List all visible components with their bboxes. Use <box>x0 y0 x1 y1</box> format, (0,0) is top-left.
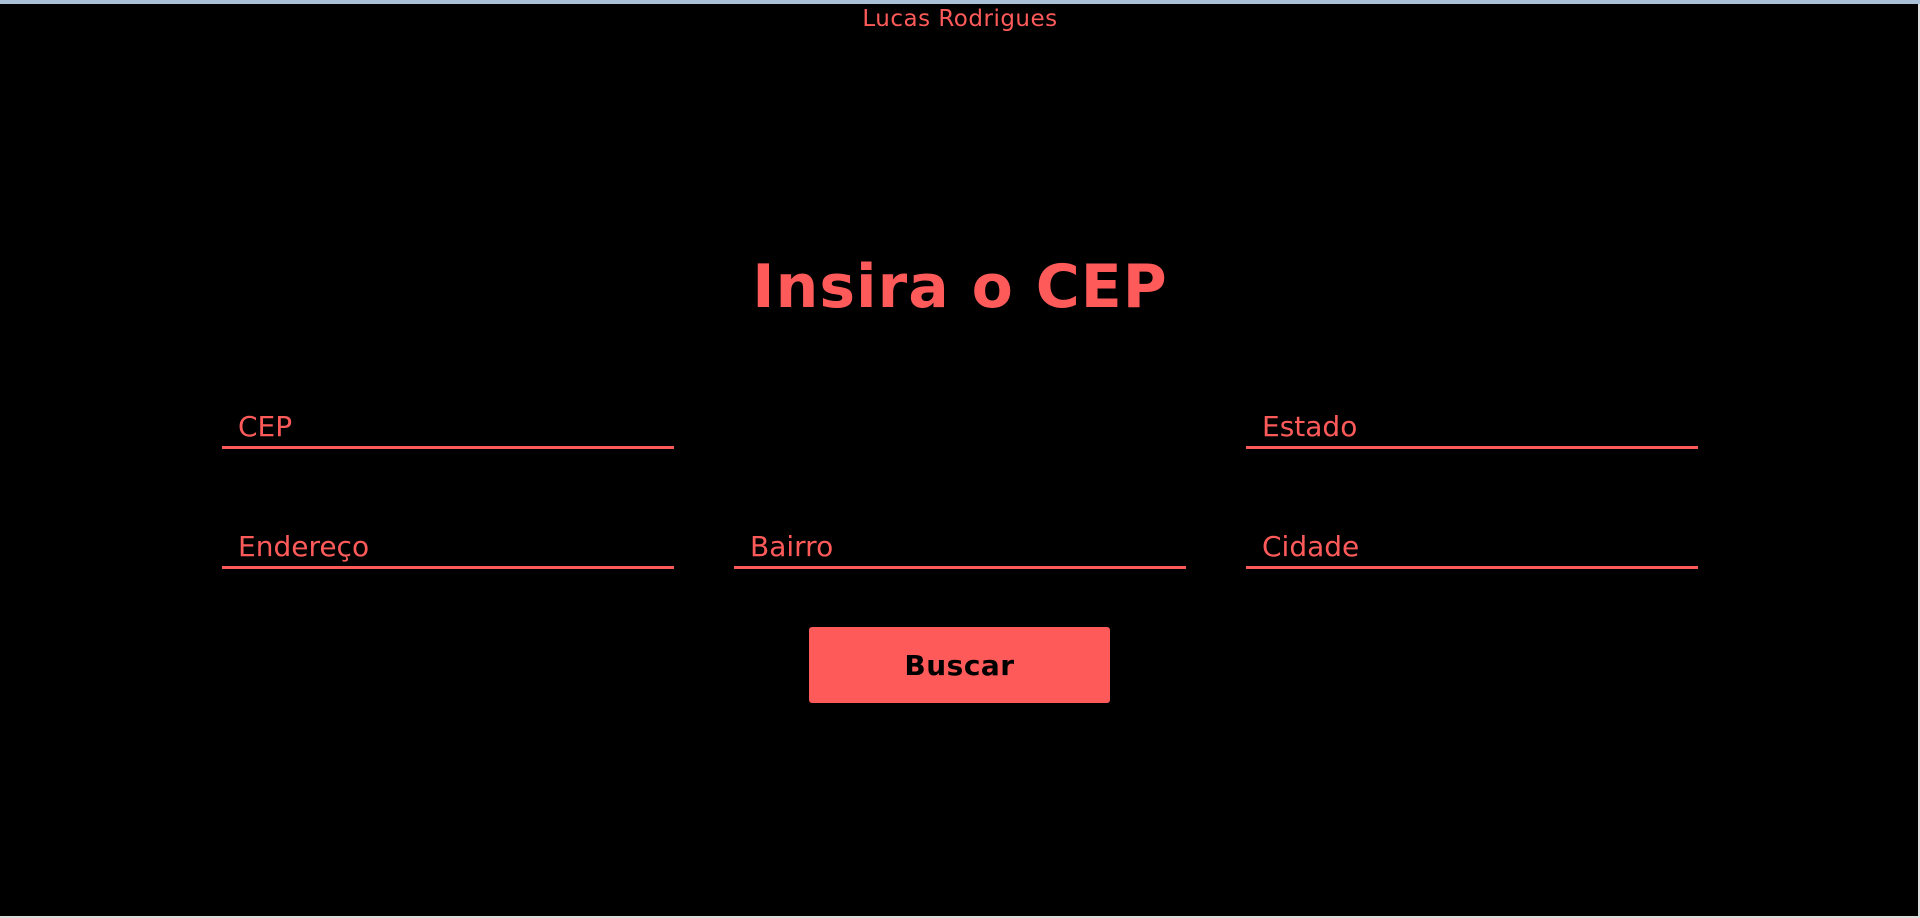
window-top-border <box>0 0 1920 4</box>
cep-input[interactable] <box>222 406 674 446</box>
bairro-field <box>734 526 1186 569</box>
cidade-field <box>1246 526 1698 569</box>
cep-field <box>222 406 674 449</box>
cidade-input[interactable] <box>1246 526 1698 566</box>
page-title: Insira o CEP <box>752 252 1168 322</box>
author-name: Lucas Rodrigues <box>862 6 1058 32</box>
search-button[interactable]: Buscar <box>809 627 1110 703</box>
endereco-input[interactable] <box>222 526 674 566</box>
bairro-input[interactable] <box>734 526 1186 566</box>
estado-input[interactable] <box>1246 406 1698 446</box>
estado-field <box>1246 406 1698 449</box>
endereco-field <box>222 526 674 569</box>
